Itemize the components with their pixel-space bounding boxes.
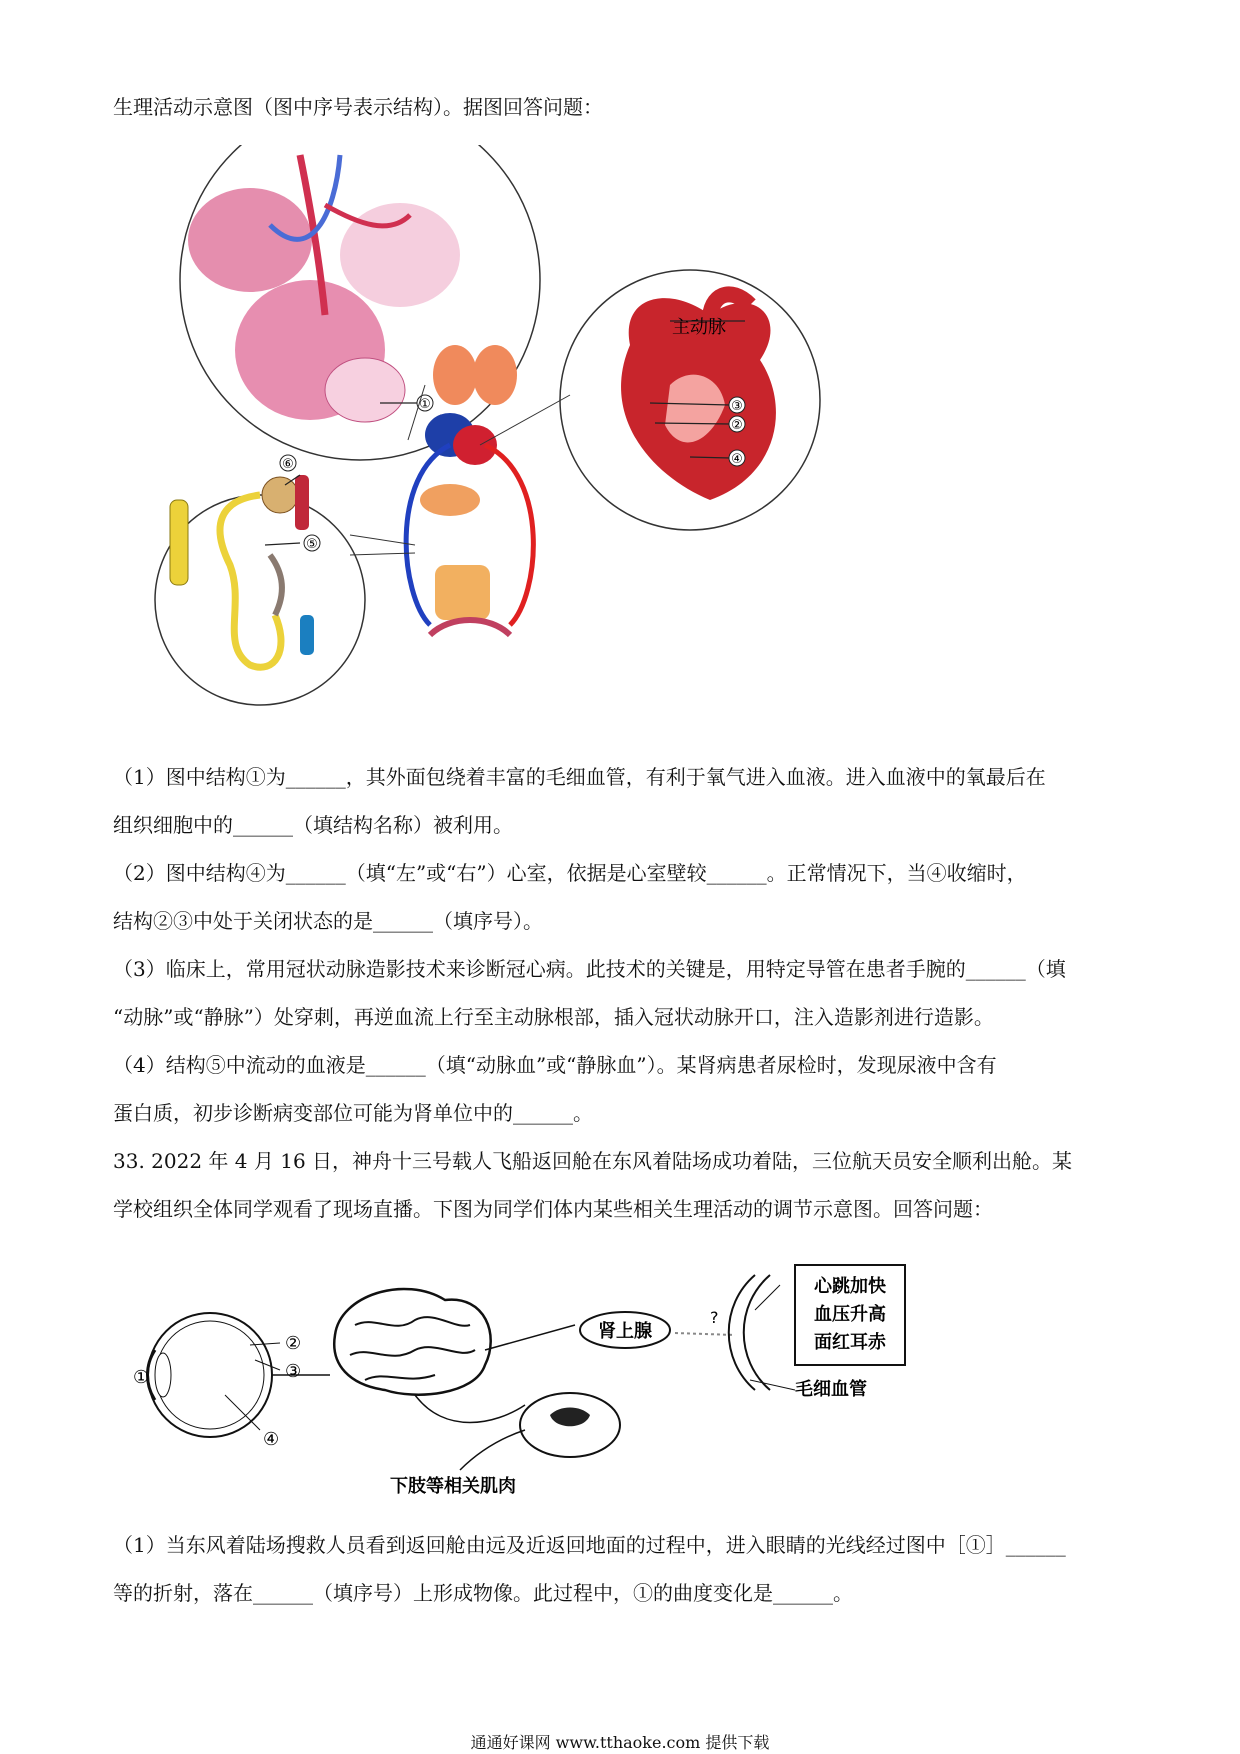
q32-p2-line1: （2）图中结构④为______（填“左”或“右”）心室，依据是心室壁较______。正常情况下，当④收缩时，: [113, 861, 1027, 885]
label-5: ⑤: [306, 537, 318, 552]
q32-p4-line1: （4）结构⑤中流动的血液是______（填“动脉血”或“静脉血”）。某肾病患者尿检时，发现尿液中含有: [113, 1053, 997, 1077]
spinal-cord-diagram: [520, 1393, 620, 1457]
effect-heartbeat: 心跳加快: [814, 1276, 886, 1297]
eye-label-1: ①: [133, 1367, 150, 1388]
q33-line1: 33. 2022 年 4 月 16 日，神舟十三号载人飞船返回舱在东风着陆场成功着陆，三位航天员安全顺利出舱。某: [113, 1149, 1073, 1173]
q32-p4-line2: 蛋白质，初步诊断病变部位可能为肾单位中的______。: [113, 1101, 593, 1125]
eye-diagram: [148, 1313, 331, 1437]
brain-diagram: [334, 1289, 490, 1395]
adrenal-label: 肾上腺: [598, 1321, 652, 1342]
effect-bloodpressure: 血压升高: [814, 1304, 886, 1325]
label-6: ⑥: [282, 457, 294, 472]
circulation-figure: [150, 145, 910, 745]
label-3: ③: [731, 399, 743, 414]
q32-p3-line1: （3）临床上，常用冠状动脉造影技术来诊断冠心病。此技术的关键是，用特定导管在患者手腕的______（填: [113, 957, 1066, 981]
q32-p2-line2: 结构②③中处于关闭状态的是______（填序号）。: [113, 909, 543, 933]
intro-line: 生理活动示意图（图中序号表示结构）。据图回答问题：: [113, 95, 603, 119]
page-footer: 通通好课网 www.tthaoke.com 提供下载: [470, 1733, 770, 1752]
question-mark: ?: [710, 1308, 719, 1327]
eye-label-2: ②: [285, 1333, 302, 1354]
q33-p1-line1: （1）当东风着陆场搜救人员看到返回舱由远及近返回地面的过程中，进入眼睛的光线经过图中［①］______: [113, 1533, 1066, 1557]
eye-label-4: ④: [263, 1429, 280, 1450]
label-4: ④: [731, 452, 743, 467]
capillary-label: 毛细血管: [795, 1379, 867, 1400]
regulation-figure: [115, 1255, 975, 1505]
q32-p1-line1: （1）图中结构①为______，其外面包绕着丰富的毛细血管，有利于氧气进入血液。进入血液中的氧最后在: [113, 765, 1046, 789]
q32-p3-line2: “动脉”或“静脉”）处穿刺，再逆血流上行至主动脉根部，插入冠状动脉开口，注入造影剂进行造影。: [113, 1005, 994, 1029]
heart-inset: [560, 270, 820, 530]
lung-alveoli-inset: [180, 145, 540, 460]
q32-p1-line2: 组织细胞中的______（填结构名称）被利用。: [113, 813, 513, 837]
eye-label-3: ③: [285, 1361, 302, 1382]
label-aorta: 主动脉: [672, 317, 726, 338]
label-1-lung: ①: [419, 397, 431, 412]
q33-p1-line2: 等的折射，落在______（填序号）上形成物像。此过程中，①的曲度变化是______。: [113, 1581, 853, 1605]
nephron-inset: [155, 475, 365, 705]
effect-flushed: 面红耳赤: [814, 1332, 886, 1353]
q33-line2: 学校组织全体同学观看了现场直播。下图为同学们体内某些相关生理活动的调节示意图。回答问题：: [113, 1197, 993, 1221]
muscles-label: 下肢等相关肌肉: [390, 1476, 516, 1497]
label-2: ②: [731, 418, 743, 433]
